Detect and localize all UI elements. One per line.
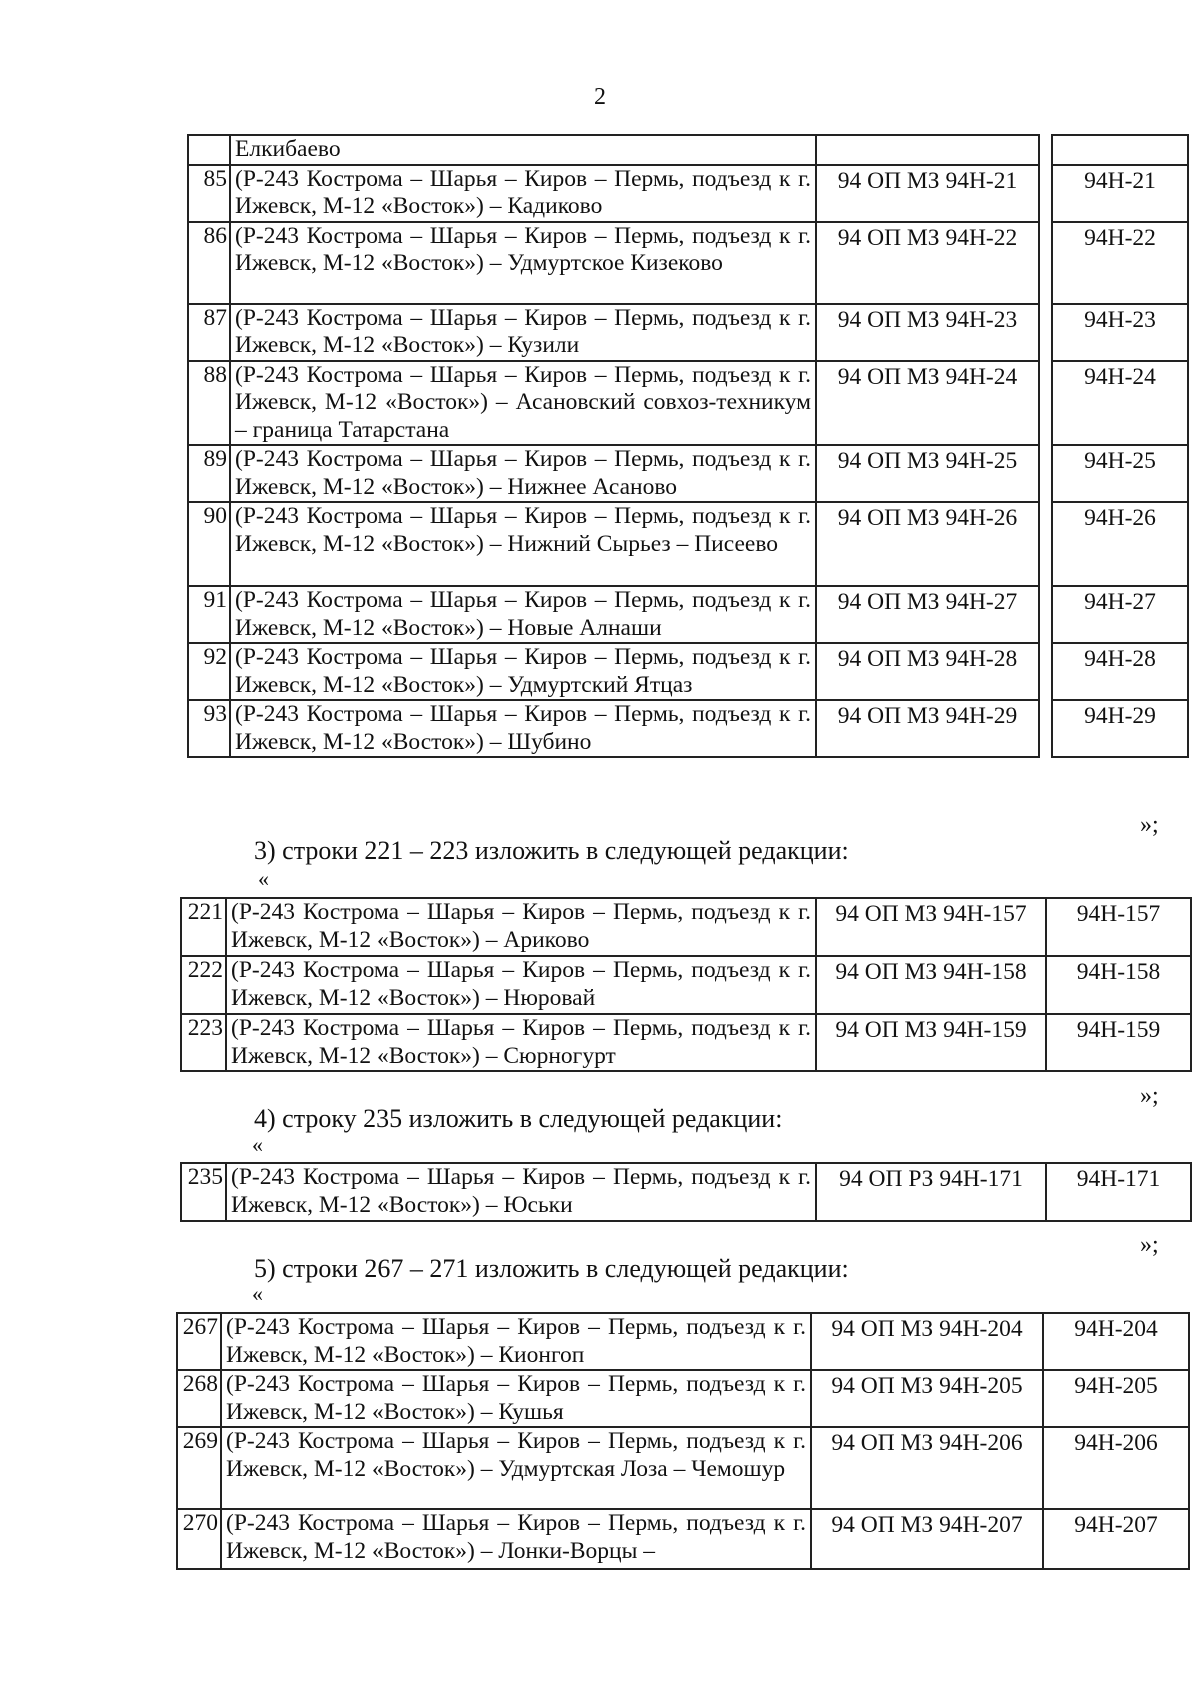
table-row bbox=[177, 1313, 1189, 1370]
road-code: 94Н-21 bbox=[1052, 165, 1188, 222]
road-code: 94Н-206 bbox=[1043, 1427, 1189, 1509]
road-code: 94Н-26 bbox=[1052, 502, 1188, 586]
road-name: (Р-243 Кострома – Шарья – Киров – Пермь, подъезд к г. Ижевск, М-12 «Восток») – Кионгоп bbox=[221, 1313, 811, 1370]
road-code: 94Н-159 bbox=[1046, 1014, 1191, 1071]
road-code: 94Н-157 bbox=[1046, 898, 1191, 956]
row-number bbox=[188, 135, 230, 165]
road-name: (Р-243 Кострома – Шарья – Киров – Пермь, подъезд к г. Ижевск, М-12 «Восток») – Удмуртское Кизеково bbox=[230, 222, 816, 304]
road-name: (Р-243 Кострома – Шарья – Киров – Пермь, подъезд к г. Ижевск, М-12 «Восток») – Новые Алнаши bbox=[230, 586, 816, 643]
road-name: (Р-243 Кострома – Шарья – Киров – Пермь, подъезд к г. Ижевск, М-12 «Восток») – Удмуртский Ятцаз bbox=[230, 643, 816, 700]
table-row bbox=[181, 1014, 1191, 1071]
road-code: 94Н-204 bbox=[1043, 1313, 1189, 1370]
opening-quote-4: « bbox=[252, 1132, 263, 1157]
road-name: (Р-243 Кострома – Шарья – Киров – Пермь, подъезд к г. Ижевск, М-12 «Восток») – Нижний Сырьез – Писеево bbox=[230, 502, 816, 586]
road-identifier: 94 ОП МЗ 94Н-27 bbox=[816, 586, 1039, 643]
road-name: (Р-243 Кострома – Шарья – Киров – Пермь, подъезд к г. Ижевск, М-12 «Восток») – Ариково bbox=[226, 898, 816, 956]
table-row bbox=[177, 1370, 1189, 1427]
row-number: 86 bbox=[188, 222, 230, 304]
road-name: (Р-243 Кострома – Шарья – Киров – Пермь, подъезд к г. Ижевск, М-12 «Восток») – Нижнее Асаново bbox=[230, 445, 816, 502]
road-code: 94Н-29 bbox=[1052, 700, 1188, 757]
road-name: (Р-243 Кострома – Шарья – Киров – Пермь, подъезд к г. Ижевск, М-12 «Восток») – Удмуртская Лоза – Чемошур bbox=[221, 1427, 811, 1509]
road-identifier: 94 ОП МЗ 94Н-157 bbox=[816, 898, 1046, 956]
column-gap bbox=[1039, 361, 1052, 446]
road-name: Елкибаево bbox=[230, 135, 816, 165]
closing-quote-3: »; bbox=[1140, 1083, 1159, 1109]
road-code: 94Н-27 bbox=[1052, 586, 1188, 643]
road-identifier: 94 ОП МЗ 94Н-25 bbox=[816, 445, 1039, 502]
column-gap bbox=[1039, 222, 1052, 304]
closing-quote-1: »; bbox=[1140, 812, 1159, 838]
road-identifier: 94 ОП МЗ 94Н-22 bbox=[816, 222, 1039, 304]
row-number: 89 bbox=[188, 445, 230, 502]
road-identifier: 94 ОП МЗ 94Н-21 bbox=[816, 165, 1039, 222]
row-number: 90 bbox=[188, 502, 230, 586]
road-code: 94Н-171 bbox=[1046, 1163, 1191, 1221]
road-name: (Р-243 Кострома – Шарья – Киров – Пермь, подъезд к г. Ижевск, М-12 «Восток») – Юськи bbox=[226, 1163, 816, 1221]
instruction-5: 5) строки 267 – 271 изложить в следующей редакции: bbox=[254, 1254, 849, 1283]
row-number: 235 bbox=[181, 1163, 226, 1221]
road-identifier: 94 ОП МЗ 94Н-207 bbox=[811, 1509, 1043, 1569]
row-number: 87 bbox=[188, 304, 230, 361]
road-name: (Р-243 Кострома – Шарья – Киров – Пермь, подъезд к г. Ижевск, М-12 «Восток») – Кузили bbox=[230, 304, 816, 361]
table-row bbox=[188, 135, 1188, 165]
instruction-3: 3) строки 221 – 223 изложить в следующей редакции: bbox=[254, 836, 849, 865]
road-identifier: 94 ОП МЗ 94Н-159 bbox=[816, 1014, 1046, 1071]
road-identifier: 94 ОП МЗ 94Н-29 bbox=[816, 700, 1039, 757]
opening-quote-3: « bbox=[258, 866, 269, 891]
road-identifier: 94 ОП МЗ 94Н-158 bbox=[816, 956, 1046, 1014]
column-gap bbox=[1039, 135, 1052, 165]
column-gap bbox=[1039, 445, 1052, 502]
table-row bbox=[188, 165, 1188, 222]
road-identifier: 94 ОП МЗ 94Н-23 bbox=[816, 304, 1039, 361]
roads-table-4 bbox=[180, 1162, 1192, 1222]
row-number: 93 bbox=[188, 700, 230, 757]
table-row bbox=[188, 643, 1188, 700]
table-row bbox=[188, 586, 1188, 643]
road-name: (Р-243 Кострома – Шарья – Киров – Пермь, подъезд к г. Ижевск, М-12 «Восток») – Шубино bbox=[230, 700, 816, 757]
road-code: 94Н-207 bbox=[1043, 1509, 1189, 1569]
road-name: (Р-243 Кострома – Шарья – Киров – Пермь, подъезд к г. Ижевск, М-12 «Восток») – Кадиково bbox=[230, 165, 816, 222]
column-gap bbox=[1039, 643, 1052, 700]
column-gap bbox=[1039, 304, 1052, 361]
road-identifier: 94 ОП МЗ 94Н-28 bbox=[816, 643, 1039, 700]
row-number: 223 bbox=[181, 1014, 226, 1071]
roads-table-3 bbox=[180, 897, 1192, 1072]
table-row bbox=[188, 222, 1188, 304]
roads-table-1 bbox=[187, 134, 1189, 758]
road-code: 94Н-25 bbox=[1052, 445, 1188, 502]
road-identifier: 94 ОП МЗ 94Н-206 bbox=[811, 1427, 1043, 1509]
table-row bbox=[188, 445, 1188, 502]
road-code: 94Н-28 bbox=[1052, 643, 1188, 700]
row-number: 222 bbox=[181, 956, 226, 1014]
row-number: 270 bbox=[177, 1509, 221, 1569]
road-identifier: 94 ОП РЗ 94Н-171 bbox=[816, 1163, 1046, 1221]
row-number: 85 bbox=[188, 165, 230, 222]
roads-table-5 bbox=[176, 1312, 1190, 1570]
row-number: 221 bbox=[181, 898, 226, 956]
road-code: 94Н-22 bbox=[1052, 222, 1188, 304]
table-row bbox=[181, 956, 1191, 1014]
closing-quote-4: »; bbox=[1140, 1232, 1159, 1258]
road-identifier: 94 ОП МЗ 94Н-205 bbox=[811, 1370, 1043, 1427]
column-gap bbox=[1039, 165, 1052, 222]
road-identifier bbox=[816, 135, 1039, 165]
road-code: 94Н-23 bbox=[1052, 304, 1188, 361]
table-row bbox=[177, 1509, 1189, 1569]
page-number: 2 bbox=[594, 84, 606, 110]
opening-quote-5: « bbox=[252, 1281, 263, 1306]
road-identifier: 94 ОП МЗ 94Н-26 bbox=[816, 502, 1039, 586]
row-number: 268 bbox=[177, 1370, 221, 1427]
road-identifier: 94 ОП МЗ 94Н-24 bbox=[816, 361, 1039, 446]
table-row bbox=[188, 502, 1188, 586]
table-row bbox=[177, 1427, 1189, 1509]
column-gap bbox=[1039, 586, 1052, 643]
road-code bbox=[1052, 135, 1188, 165]
table-row bbox=[188, 304, 1188, 361]
row-number: 92 bbox=[188, 643, 230, 700]
instruction-4: 4) строку 235 изложить в следующей редакции: bbox=[254, 1104, 783, 1133]
road-identifier: 94 ОП МЗ 94Н-204 bbox=[811, 1313, 1043, 1370]
column-gap bbox=[1039, 700, 1052, 757]
road-code: 94Н-205 bbox=[1043, 1370, 1189, 1427]
row-number: 88 bbox=[188, 361, 230, 446]
column-gap bbox=[1039, 502, 1052, 586]
row-number: 269 bbox=[177, 1427, 221, 1509]
row-number: 91 bbox=[188, 586, 230, 643]
table-row bbox=[188, 361, 1188, 446]
road-code: 94Н-24 bbox=[1052, 361, 1188, 446]
road-name: (Р-243 Кострома – Шарья – Киров – Пермь, подъезд к г. Ижевск, М-12 «Восток») – Кушья bbox=[221, 1370, 811, 1427]
road-name: (Р-243 Кострома – Шарья – Киров – Пермь, подъезд к г. Ижевск, М-12 «Восток») – Лонки-Ворцы – bbox=[221, 1509, 811, 1569]
table-row bbox=[188, 700, 1188, 757]
row-number: 267 bbox=[177, 1313, 221, 1370]
table-row bbox=[181, 898, 1191, 956]
table-row bbox=[181, 1163, 1191, 1221]
road-name: (Р-243 Кострома – Шарья – Киров – Пермь, подъезд к г. Ижевск, М-12 «Восток») – Асановский совхоз-техникум – граница Татарстана bbox=[230, 361, 816, 446]
road-code: 94Н-158 bbox=[1046, 956, 1191, 1014]
road-name: (Р-243 Кострома – Шарья – Киров – Пермь, подъезд к г. Ижевск, М-12 «Восток») – Сюрногурт bbox=[226, 1014, 816, 1071]
road-name: (Р-243 Кострома – Шарья – Киров – Пермь, подъезд к г. Ижевск, М-12 «Восток») – Нюровай bbox=[226, 956, 816, 1014]
